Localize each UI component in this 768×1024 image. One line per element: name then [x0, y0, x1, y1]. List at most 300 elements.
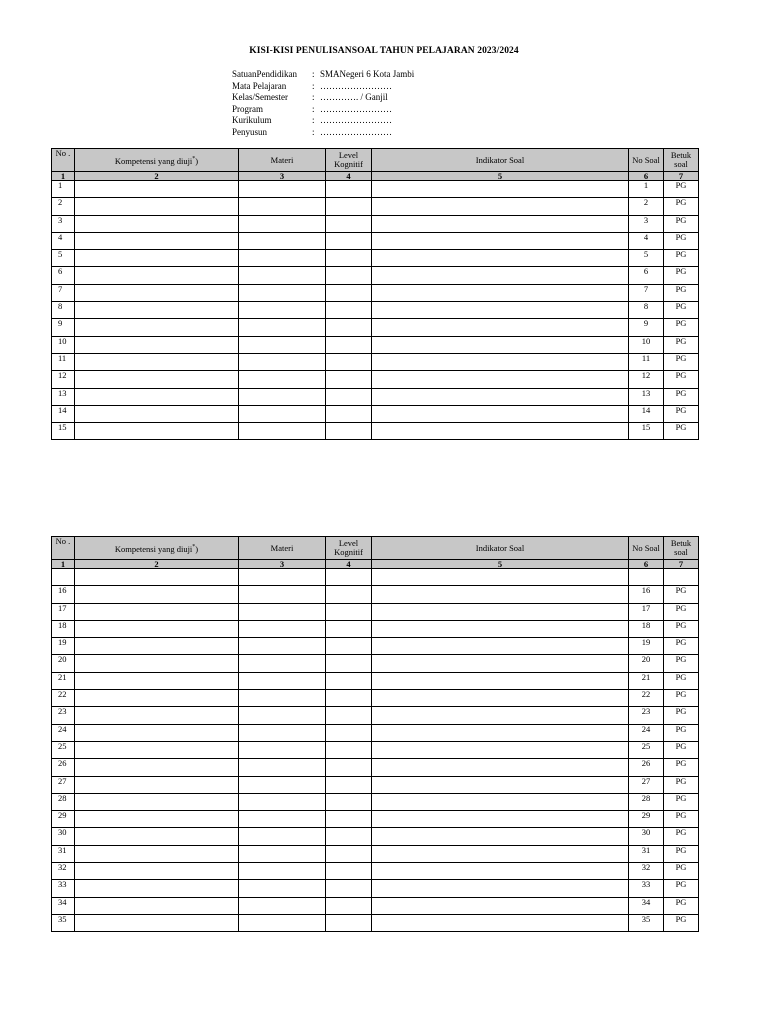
column-number: 3 — [239, 560, 326, 569]
cell-bentuk-soal: PG — [664, 897, 699, 914]
cell-no: 2 — [52, 198, 75, 215]
cell-indikator-soal — [372, 690, 629, 707]
cell-bentuk-soal: PG — [664, 863, 699, 880]
meta-label: Penyusun — [232, 126, 268, 137]
meta-label: Kurikulum — [232, 115, 272, 125]
cell-materi — [239, 586, 326, 603]
cell-no-soal: 25 — [629, 741, 664, 758]
cell-indikator-soal — [372, 284, 629, 301]
table-row — [52, 620, 699, 637]
cell-level-kognitif — [326, 793, 372, 810]
cell-kompetensi — [75, 776, 239, 793]
cell-kompetensi — [75, 198, 239, 215]
column-number: 2 — [75, 560, 239, 569]
cell-no: 3 — [52, 215, 75, 232]
cell-kompetensi — [75, 215, 239, 232]
meta-value: SMANegeri 6 Kota Jambi — [320, 69, 415, 79]
cell-kompetensi — [75, 863, 239, 880]
cell-no-soal: 7 — [629, 284, 664, 301]
table-row — [52, 405, 699, 422]
column-number: 1 — [52, 560, 75, 569]
cell-kompetensi — [75, 267, 239, 284]
cell-no-soal: 24 — [629, 724, 664, 741]
cell-materi — [239, 776, 326, 793]
cell-no-soal: 34 — [629, 897, 664, 914]
table-row — [52, 423, 699, 440]
cell-bentuk-soal: PG — [664, 250, 699, 267]
cell-level-kognitif — [326, 267, 372, 284]
cell-bentuk-soal: PG — [664, 232, 699, 249]
table-row — [52, 914, 699, 931]
cell-no: 35 — [52, 914, 75, 931]
cell-bentuk-soal: PG — [664, 776, 699, 793]
cell-no-soal: 5 — [629, 250, 664, 267]
cell-materi — [239, 388, 326, 405]
cell-no-soal: 29 — [629, 811, 664, 828]
cell-bentuk-soal: PG — [664, 302, 699, 319]
cell-no-soal: 1 — [629, 181, 664, 198]
cell-bentuk-soal: PG — [664, 198, 699, 215]
table-row — [52, 569, 699, 586]
table-row — [52, 776, 699, 793]
cell-materi — [239, 423, 326, 440]
cell-kompetensi — [75, 232, 239, 249]
cell-no-soal: 27 — [629, 776, 664, 793]
cell-bentuk-soal: PG — [664, 793, 699, 810]
cell-kompetensi — [75, 319, 239, 336]
cell-kompetensi — [75, 672, 239, 689]
cell-no-soal: 35 — [629, 914, 664, 931]
cell-no-soal: 17 — [629, 603, 664, 620]
cell-indikator-soal — [372, 250, 629, 267]
cell-indikator-soal — [372, 388, 629, 405]
cell-indikator-soal — [372, 586, 629, 603]
header-level-kognitif: Level Kognitif — [326, 149, 372, 172]
cell-materi — [239, 215, 326, 232]
cell-no: 11 — [52, 353, 75, 370]
cell-bentuk-soal: PG — [664, 319, 699, 336]
cell-materi — [239, 672, 326, 689]
cell-kompetensi — [75, 302, 239, 319]
table-row — [52, 586, 699, 603]
cell-bentuk-soal: PG — [664, 759, 699, 776]
table-row — [52, 215, 699, 232]
header-kompetensi: Kompetensi yang diuji*) — [75, 537, 239, 560]
cell-no: 8 — [52, 302, 75, 319]
meta-label: Mata Pelajaran — [232, 80, 287, 91]
cell-bentuk-soal: PG — [664, 620, 699, 637]
cell-no-soal: 26 — [629, 759, 664, 776]
cell-level-kognitif — [326, 198, 372, 215]
cell-indikator-soal — [372, 603, 629, 620]
table-row — [52, 655, 699, 672]
cell-bentuk-soal: PG — [664, 215, 699, 232]
cell-level-kognitif — [326, 603, 372, 620]
column-number: 6 — [629, 172, 664, 181]
table-row — [52, 811, 699, 828]
cell-materi — [239, 690, 326, 707]
cell-no: 6 — [52, 267, 75, 284]
cell-materi — [239, 336, 326, 353]
cell-bentuk-soal: PG — [664, 284, 699, 301]
cell-materi — [239, 741, 326, 758]
cell-materi — [239, 914, 326, 931]
cell-indikator-soal — [372, 319, 629, 336]
cell-materi — [239, 638, 326, 655]
meta-row — [232, 92, 414, 104]
cell-no-soal: 28 — [629, 793, 664, 810]
table-row — [52, 707, 699, 724]
cell-no: 20 — [52, 655, 75, 672]
cell-no-soal: 19 — [629, 638, 664, 655]
cell-no — [52, 569, 75, 586]
table-row — [52, 302, 699, 319]
cell-bentuk-soal: PG — [664, 741, 699, 758]
cell-indikator-soal — [372, 880, 629, 897]
cell-materi — [239, 811, 326, 828]
cell-no: 7 — [52, 284, 75, 301]
cell-level-kognitif — [326, 811, 372, 828]
cell-level-kognitif — [326, 776, 372, 793]
cell-level-kognitif — [326, 741, 372, 758]
table-row — [52, 319, 699, 336]
cell-materi — [239, 793, 326, 810]
column-number: 5 — [372, 172, 629, 181]
header-bentuk-soal: Betuk soal — [664, 537, 699, 560]
column-number-row — [52, 172, 699, 181]
cell-no-soal: 32 — [629, 863, 664, 880]
table-row — [52, 371, 699, 388]
cell-bentuk-soal: PG — [664, 845, 699, 862]
kisi-kisi-table-2 — [51, 536, 699, 932]
cell-kompetensi — [75, 569, 239, 586]
table-row — [52, 284, 699, 301]
cell-indikator-soal — [372, 405, 629, 422]
cell-indikator-soal — [372, 638, 629, 655]
cell-no-soal: 23 — [629, 707, 664, 724]
header-bentuk-soal: Betuk soal — [664, 149, 699, 172]
cell-indikator-soal — [372, 741, 629, 758]
header-materi: Materi — [239, 149, 326, 172]
cell-indikator-soal — [372, 181, 629, 198]
cell-bentuk-soal: PG — [664, 371, 699, 388]
meta-label: SatuanPendidikan — [232, 69, 297, 79]
meta-separator: : — [312, 126, 315, 137]
cell-no-soal: 30 — [629, 828, 664, 845]
cell-no: 4 — [52, 232, 75, 249]
cell-kompetensi — [75, 638, 239, 655]
cell-level-kognitif — [326, 215, 372, 232]
header-level-kognitif: Level Kognitif — [326, 537, 372, 560]
cell-no-soal: 33 — [629, 880, 664, 897]
cell-no-soal: 10 — [629, 336, 664, 353]
cell-kompetensi — [75, 620, 239, 637]
cell-no: 5 — [52, 250, 75, 267]
cell-no: 26 — [52, 759, 75, 776]
header-no-soal: No Soal — [629, 537, 664, 560]
cell-no: 15 — [52, 423, 75, 440]
cell-kompetensi — [75, 371, 239, 388]
table-row — [52, 863, 699, 880]
cell-kompetensi — [75, 897, 239, 914]
cell-kompetensi — [75, 250, 239, 267]
cell-kompetensi — [75, 741, 239, 758]
table-row — [52, 845, 699, 862]
cell-indikator-soal — [372, 353, 629, 370]
column-number: 5 — [372, 560, 629, 569]
cell-bentuk-soal: PG — [664, 690, 699, 707]
table-header-row — [52, 149, 699, 172]
cell-bentuk-soal: PG — [664, 638, 699, 655]
cell-indikator-soal — [372, 828, 629, 845]
cell-indikator-soal — [372, 672, 629, 689]
cell-no-soal — [629, 569, 664, 586]
meta-row — [232, 81, 414, 93]
cell-level-kognitif — [326, 707, 372, 724]
cell-kompetensi — [75, 845, 239, 862]
cell-no: 25 — [52, 741, 75, 758]
header-kompetensi: Kompetensi yang diuji*) — [75, 149, 239, 172]
cell-level-kognitif — [326, 371, 372, 388]
table-row — [52, 603, 699, 620]
cell-level-kognitif — [326, 423, 372, 440]
cell-indikator-soal — [372, 793, 629, 810]
cell-level-kognitif — [326, 302, 372, 319]
cell-no-soal: 13 — [629, 388, 664, 405]
cell-no-soal: 22 — [629, 690, 664, 707]
table-header-row — [52, 537, 699, 560]
cell-materi — [239, 603, 326, 620]
cell-kompetensi — [75, 793, 239, 810]
cell-no-soal: 4 — [629, 232, 664, 249]
document-title: KISI-KISI PENULISANSOAL TAHUN PELAJARAN 2023/2024 — [249, 46, 519, 56]
meta-row — [232, 127, 414, 139]
header-no-soal: No Soal — [629, 149, 664, 172]
cell-level-kognitif — [326, 914, 372, 931]
meta-separator: : — [312, 115, 315, 125]
cell-materi — [239, 569, 326, 586]
table-row — [52, 267, 699, 284]
table-row — [52, 793, 699, 810]
cell-indikator-soal — [372, 811, 629, 828]
cell-kompetensi — [75, 759, 239, 776]
cell-indikator-soal — [372, 776, 629, 793]
cell-materi — [239, 267, 326, 284]
cell-no: 21 — [52, 672, 75, 689]
cell-level-kognitif — [326, 569, 372, 586]
cell-materi — [239, 759, 326, 776]
cell-materi — [239, 319, 326, 336]
cell-materi — [239, 707, 326, 724]
table-row — [52, 336, 699, 353]
cell-level-kognitif — [326, 759, 372, 776]
cell-no: 1 — [52, 181, 75, 198]
cell-level-kognitif — [326, 319, 372, 336]
cell-level-kognitif — [326, 586, 372, 603]
cell-materi — [239, 724, 326, 741]
cell-no-soal: 8 — [629, 302, 664, 319]
cell-kompetensi — [75, 388, 239, 405]
document-meta — [232, 69, 414, 138]
cell-materi — [239, 371, 326, 388]
cell-no: 29 — [52, 811, 75, 828]
table-row — [52, 880, 699, 897]
cell-no: 27 — [52, 776, 75, 793]
column-number: 4 — [326, 172, 372, 181]
cell-materi — [239, 284, 326, 301]
cell-indikator-soal — [372, 267, 629, 284]
table-row — [52, 759, 699, 776]
cell-kompetensi — [75, 284, 239, 301]
column-number-row — [52, 560, 699, 569]
table-row — [52, 897, 699, 914]
cell-no: 33 — [52, 880, 75, 897]
table-row — [52, 181, 699, 198]
cell-indikator-soal — [372, 569, 629, 586]
cell-bentuk-soal: PG — [664, 405, 699, 422]
meta-row — [232, 104, 414, 116]
cell-indikator-soal — [372, 914, 629, 931]
cell-materi — [239, 232, 326, 249]
cell-kompetensi — [75, 603, 239, 620]
cell-kompetensi — [75, 828, 239, 845]
cell-indikator-soal — [372, 198, 629, 215]
cell-no: 18 — [52, 620, 75, 637]
cell-kompetensi — [75, 707, 239, 724]
cell-indikator-soal — [372, 620, 629, 637]
table-row — [52, 353, 699, 370]
cell-level-kognitif — [326, 620, 372, 637]
cell-indikator-soal — [372, 232, 629, 249]
cell-kompetensi — [75, 724, 239, 741]
cell-no-soal: 9 — [629, 319, 664, 336]
cell-bentuk-soal: PG — [664, 586, 699, 603]
cell-level-kognitif — [326, 672, 372, 689]
cell-bentuk-soal: PG — [664, 655, 699, 672]
meta-label: Program — [232, 103, 263, 114]
cell-level-kognitif — [326, 250, 372, 267]
cell-no: 10 — [52, 336, 75, 353]
table-row — [52, 741, 699, 758]
cell-level-kognitif — [326, 638, 372, 655]
cell-bentuk-soal: PG — [664, 707, 699, 724]
cell-materi — [239, 181, 326, 198]
cell-level-kognitif — [326, 724, 372, 741]
cell-level-kognitif — [326, 690, 372, 707]
cell-level-kognitif — [326, 845, 372, 862]
cell-no-soal: 12 — [629, 371, 664, 388]
meta-value: …………………… — [320, 126, 392, 137]
cell-no: 14 — [52, 405, 75, 422]
header-materi: Materi — [239, 537, 326, 560]
cell-materi — [239, 845, 326, 862]
cell-no-soal: 3 — [629, 215, 664, 232]
cell-no: 12 — [52, 371, 75, 388]
cell-bentuk-soal: PG — [664, 388, 699, 405]
cell-level-kognitif — [326, 284, 372, 301]
cell-level-kognitif — [326, 405, 372, 422]
cell-materi — [239, 198, 326, 215]
cell-bentuk-soal: PG — [664, 724, 699, 741]
cell-materi — [239, 250, 326, 267]
header-no: No . — [52, 537, 75, 560]
cell-indikator-soal — [372, 724, 629, 741]
cell-indikator-soal — [372, 336, 629, 353]
cell-bentuk-soal: PG — [664, 603, 699, 620]
cell-bentuk-soal: PG — [664, 353, 699, 370]
table-row — [52, 672, 699, 689]
cell-bentuk-soal: PG — [664, 880, 699, 897]
column-number: 1 — [52, 172, 75, 181]
cell-indikator-soal — [372, 759, 629, 776]
cell-no: 16 — [52, 586, 75, 603]
cell-no: 24 — [52, 724, 75, 741]
cell-bentuk-soal: PG — [664, 811, 699, 828]
cell-level-kognitif — [326, 388, 372, 405]
table-row — [52, 250, 699, 267]
cell-bentuk-soal: PG — [664, 267, 699, 284]
meta-separator: : — [312, 69, 315, 79]
cell-bentuk-soal: PG — [664, 181, 699, 198]
cell-bentuk-soal: PG — [664, 336, 699, 353]
cell-indikator-soal — [372, 423, 629, 440]
cell-no-soal: 20 — [629, 655, 664, 672]
cell-indikator-soal — [372, 845, 629, 862]
cell-level-kognitif — [326, 880, 372, 897]
cell-level-kognitif — [326, 336, 372, 353]
cell-materi — [239, 828, 326, 845]
cell-materi — [239, 302, 326, 319]
cell-materi — [239, 353, 326, 370]
cell-level-kognitif — [326, 353, 372, 370]
cell-no: 9 — [52, 319, 75, 336]
cell-kompetensi — [75, 181, 239, 198]
cell-no: 17 — [52, 603, 75, 620]
cell-indikator-soal — [372, 655, 629, 672]
meta-label: Kelas/Semester — [232, 92, 288, 102]
cell-no-soal: 21 — [629, 672, 664, 689]
table-row — [52, 828, 699, 845]
cell-no-soal: 14 — [629, 405, 664, 422]
cell-bentuk-soal: PG — [664, 828, 699, 845]
column-number: 2 — [75, 172, 239, 181]
column-number: 3 — [239, 172, 326, 181]
cell-no-soal: 11 — [629, 353, 664, 370]
cell-materi — [239, 880, 326, 897]
cell-kompetensi — [75, 405, 239, 422]
cell-bentuk-soal: PG — [664, 423, 699, 440]
cell-kompetensi — [75, 655, 239, 672]
cell-no: 22 — [52, 690, 75, 707]
cell-no: 34 — [52, 897, 75, 914]
column-number: 7 — [664, 560, 699, 569]
table-row — [52, 724, 699, 741]
cell-level-kognitif — [326, 863, 372, 880]
cell-indikator-soal — [372, 302, 629, 319]
table-row — [52, 388, 699, 405]
cell-no-soal: 16 — [629, 586, 664, 603]
cell-no: 31 — [52, 845, 75, 862]
meta-separator: : — [312, 103, 315, 114]
cell-no-soal: 6 — [629, 267, 664, 284]
cell-no-soal: 31 — [629, 845, 664, 862]
cell-indikator-soal — [372, 371, 629, 388]
table-row — [52, 690, 699, 707]
header-no: No . — [52, 149, 75, 172]
meta-separator: : — [312, 80, 315, 91]
kisi-kisi-table-1 — [51, 148, 699, 440]
header-indikator-soal: Indikator Soal — [372, 537, 629, 560]
